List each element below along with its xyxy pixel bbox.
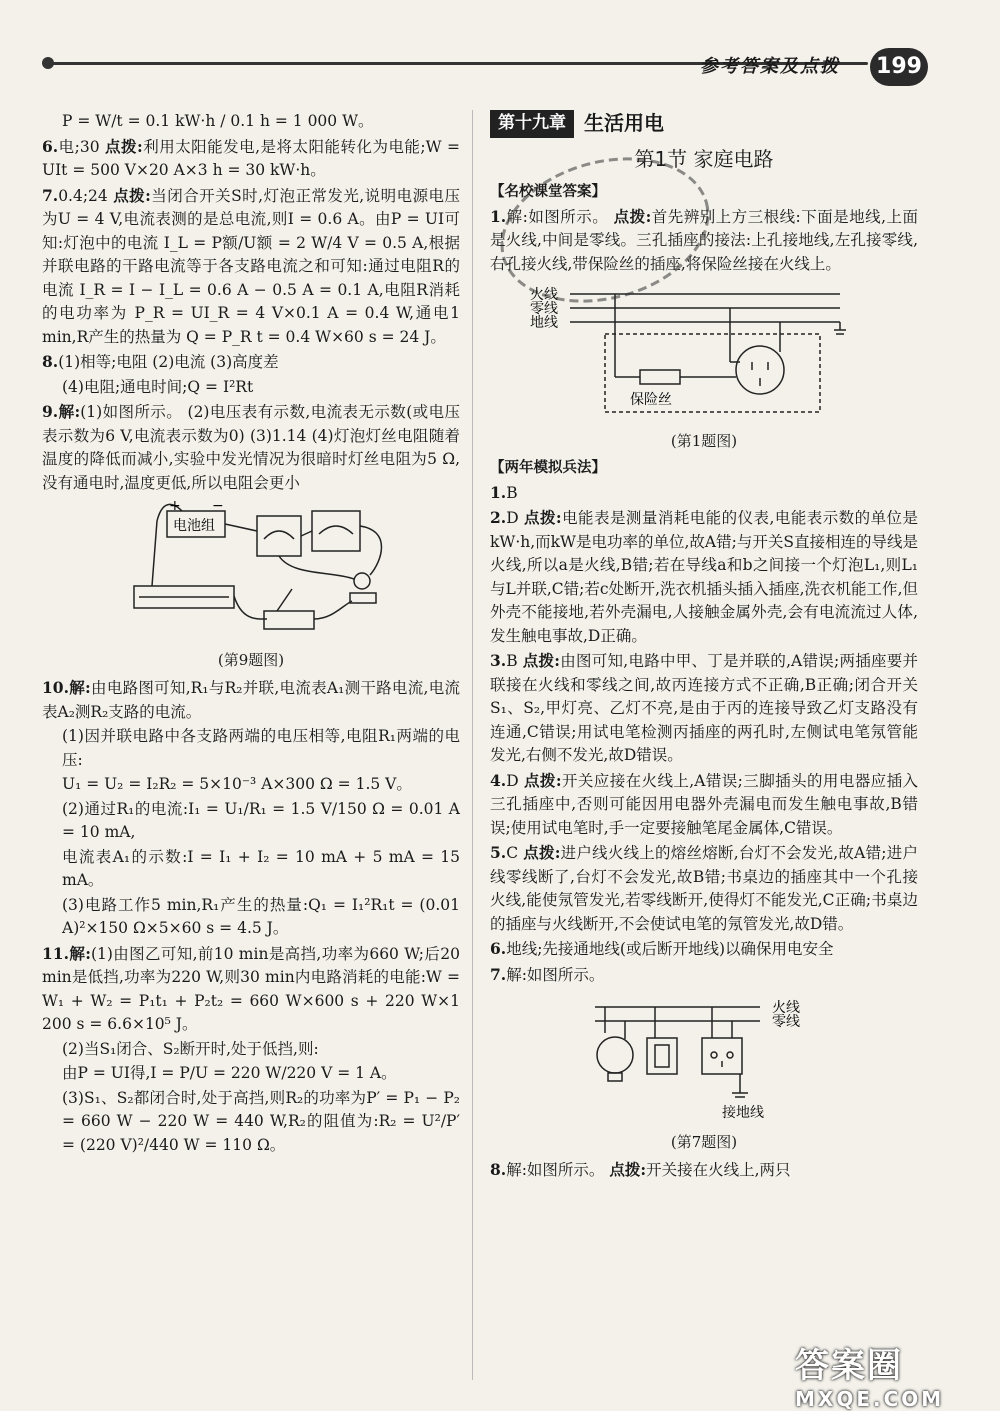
answer-10 [42, 676, 460, 724]
answer-text: 开关应接在火线上,A错误;三脚插头的用电器应插入三孔插座中,否则可能因用电器外壳漏电而发生触电事故,B错误;使用试电笔时,手一定要接触笔尾金属体,C错误。 [490, 771, 918, 837]
solution-label: 解: [68, 943, 91, 963]
answer-text: 当闭合开关S时,灯泡正常发光,说明电源电压为U = 4 V,电流表测的是总电流,则I = 0.6 A。由P = UI可知:灯泡中的电流 I_L = P额/U额 = 2 W/4 V = 0.5 A,根据并联电路的干路电流等于各支路电流之和可知:通过电阻R的电流 I_R = I − I_L = 0.6 A − 0.5 A = 0.1 A,电阻R消耗的电功率为 P_R = UI_R = 4 V×0.1 A = 0.4 W,通电1 min,R产生的热量为 Q = P_R t = 0.4 W×60 s = 24 J。 [42, 186, 460, 346]
chapter-number: 第十九章 [490, 110, 574, 138]
answer-text: 地线;先接通地线(或后断开地线)以确保用电安全 [506, 940, 834, 958]
label-ground: 接地线 [722, 1105, 764, 1121]
answer-number: 9. [42, 402, 59, 421]
answer-text: 由图可知,电路中甲、丁是并联的,A错误;两插座要并联接在火线和零线之间,故丙连接方式不正确,B正确;闭合开关S₁、S₂,甲灯亮、乙灯不亮,是由于丙的连接导致乙灯支路没有连通,C错误;用试电笔检测丙插座的两孔时,左侧试电笔氖管能发光,右侧不发光,故D错误。 [490, 652, 918, 764]
answer-11 [42, 942, 460, 1037]
answer-10-line: (3)电路工作5 min,R₁产生的热量:Q₁ = I₁²R₁t = (0.01 A)²×150 Ω×5×60 s = 4.5 J。 [62, 895, 460, 937]
answer-number: 6. [490, 939, 507, 958]
tip-label: 点拨: [524, 508, 562, 527]
figure-9 [42, 501, 460, 672]
figure-caption: (第7题图) [670, 1132, 738, 1151]
column-divider [472, 110, 473, 1380]
answer-r5 [490, 841, 918, 936]
solution-label: 解: [68, 678, 91, 697]
tip-label: 点拨: [113, 185, 151, 205]
wiring-diagram-1 [490, 282, 918, 422]
page-number: 199 [870, 48, 928, 86]
section-title: 第1节 家庭电路 [634, 146, 774, 171]
wiring-diagram-7 [490, 993, 918, 1123]
answer-r7 [490, 963, 918, 988]
answer-10-line: 电流表A₁的示数:I = I₁ + I₂ = 10 mA + 5 mA = 15 mA。 [62, 847, 460, 889]
answer-number: 2. [490, 508, 507, 527]
battery-plus: + [169, 501, 181, 514]
label-fuse: 保险丝 [630, 392, 672, 408]
answer-r4 [490, 769, 918, 841]
answer-9 [42, 400, 460, 495]
figure-r7 [490, 993, 918, 1154]
label-neutral: 零线 [772, 1014, 800, 1030]
section-tag: 【两年模拟兵法】 [490, 460, 606, 476]
battery-minus: − [212, 501, 224, 514]
figure-r1 [490, 282, 918, 453]
answer-text: 解:如图所示。 [506, 1161, 605, 1179]
answer-r8 [490, 1158, 918, 1183]
answer-number: 10. [42, 678, 69, 697]
answer-number: 7. [42, 185, 59, 205]
header-title: 参考答案及点拨 [700, 56, 840, 77]
answer-10-line: U₁ = U₂ = I₂R₂ = 5×10⁻³ A×300 Ω = 1.5 V。 [62, 775, 412, 793]
answer-line: (1)相等;电阻 (2)电流 (3)高度差 [58, 353, 279, 371]
answer-number: 1. [490, 482, 507, 502]
answer-text: 电能表是测量消耗电能的仪表,电能表示数的单位是kW·h,而kW是电功率的单位,故A错;与开关S直接相连的导线是火线,所以a是火线,B错;若在导线a和b之间接一个灯泡L₁,则L₁与L并联,C错;若c处断开,洗衣机插头插入插座,洗衣机能工作,但外壳不能接地,若外壳漏电,人接触金属外壳,会有电流流过人体,发生触电事故,D正确。 [490, 509, 918, 645]
tip-label: 点拨: [609, 1160, 647, 1179]
answer-value: D [506, 509, 519, 527]
answer-number: 5. [490, 843, 507, 862]
tip-label: 点拨: [523, 843, 561, 862]
answer-number: 4. [490, 770, 507, 790]
answer-10-line: (2)通过R₁的电流:I₁ = U₁/R₁ = 1.5 V/150 Ω = 0.01 A = 10 mA, [62, 799, 460, 841]
figure-caption: (第1题图) [670, 431, 738, 450]
tip-label: 点拨: [105, 136, 143, 156]
answer-text: (1)由图乙可知,前10 min是高挡,功率为660 W;后20 min是低挡,功率为220 W,则30 min内电路消耗的电能:W = W₁ + W₂ = P₁t₁ + P₂t₂ = 660 W×600 s + 220 W×1 200 s = 6.6×10⁵ J。 [42, 944, 460, 1033]
answer-text: 首先辨别上方三根线:下面是地线,上面是火线,中间是零线。三孔插座的接法:上孔接地线,左孔接零线,右孔接火线,带保险丝的插座,将保险丝接在火线上。 [490, 207, 918, 273]
circuit-diagram-9 [42, 501, 460, 641]
answer-number: 3. [490, 651, 507, 670]
answer-value: D [506, 771, 519, 790]
tip-label: 点拨: [523, 770, 562, 790]
answer-6 [42, 135, 460, 183]
label-neutral: 零线 [530, 301, 558, 317]
answer-number: 1. [490, 206, 507, 226]
answer-11-line: (3)S₁、S₂都闭合时,处于高挡,则R₂的功率为P′ = P₁ − P₂ = 660 W − 220 W = 440 W,R₂的阻值为:R₂ = U²/P′ = (220 V)²/440 W = 110 Ω。 [62, 1088, 460, 1154]
left-column [42, 110, 460, 1158]
answer-7 [42, 184, 460, 350]
answer-number: 8. [490, 1160, 507, 1179]
answer-value: B [506, 652, 518, 670]
label-ground: 地线 [530, 315, 558, 331]
answer-text: 解:如图所示。 [506, 965, 605, 984]
answer-value: 电;30 [58, 137, 100, 156]
answer-11-line: (2)当S₁闭合、S₂断开时,处于低挡,则: [62, 1039, 319, 1058]
answer-text: 由电路图可知,R₁与R₂并联,电流表A₁测干路电流,电流表A₂测R₂支路的电流。 [42, 679, 460, 721]
answer-r3 [490, 649, 918, 768]
watermark-url: MXQE.COM [795, 1387, 945, 1411]
answer-r2 [490, 506, 918, 648]
tip-label: 点拨: [522, 651, 561, 670]
answer-text: 解:如图所示。 [506, 207, 609, 226]
answer-number: 11. [42, 943, 69, 963]
label-live: 火线 [530, 287, 558, 303]
answer-8 [42, 350, 460, 375]
answer-8-line2: (4)电阻;通电时间;Q = I²Rt [62, 377, 254, 396]
answer-11-line: 由P = UI得,I = P/U = 220 W/220 V = 1 A。 [62, 1064, 397, 1082]
solution-label: 解: [58, 402, 81, 421]
watermark [795, 1338, 995, 1411]
watermark-text: 答案圈 [795, 1346, 903, 1386]
answer-text: 利用太阳能发电,是将太阳能转化为电能;W = UIt = 500 V×20 A×3 h = 30 kW·h。 [42, 137, 460, 179]
answer-r1b [490, 481, 918, 506]
label-live: 火线 [772, 1000, 800, 1016]
figure-caption: (第9题图) [217, 650, 285, 669]
answer-r1 [490, 205, 918, 277]
q5-equation: P = W/t = 0.1 kW·h / 0.1 h = 1 000 W。 [62, 112, 374, 130]
battery-label: 电池组 [173, 518, 215, 534]
answer-text: 开关接在火线上,两只 [646, 1161, 791, 1179]
right-column [490, 110, 918, 1184]
tip-label: 点拨: [613, 206, 652, 226]
answer-text: (1)如图所示。 (2)电压表有示数,电流表无示数(或电压表示数为6 V,电流表示数为0) (3)1.14 (4)灯泡灯丝电阻随着温度的降低而减小,实验中发光情况为很暗时灯丝电阻为5 Ω,没有通电时,温度更低,所以电阻会更小 [42, 403, 460, 492]
answer-value: C [506, 844, 519, 862]
answer-r6 [490, 937, 918, 962]
answer-number: 8. [42, 352, 59, 371]
answer-number: 6. [42, 136, 59, 156]
answer-number: 7. [490, 964, 507, 984]
chapter-heading [490, 110, 918, 138]
answer-value: B [506, 483, 518, 502]
chapter-title: 生活用电 [584, 111, 664, 135]
answer-10-line: (1)因并联电路中各支路两端的电压相等,电阻R₁两端的电压: [62, 727, 460, 769]
answer-value: 0.4;24 [58, 186, 108, 205]
answer-text: 进户线火线上的熔丝熔断,台灯不会发光,故A错;进户线零线断了,台灯不会发光,故B错;书桌边的插座其中一个孔接火线,能使氖管发光,若零线断开,使得灯不能发光,C正确;书桌边的插座与火线断开,不会使试电笔的氖管发光,故D错。 [490, 844, 918, 933]
section-tag: 【名校课堂答案】 [490, 184, 606, 200]
